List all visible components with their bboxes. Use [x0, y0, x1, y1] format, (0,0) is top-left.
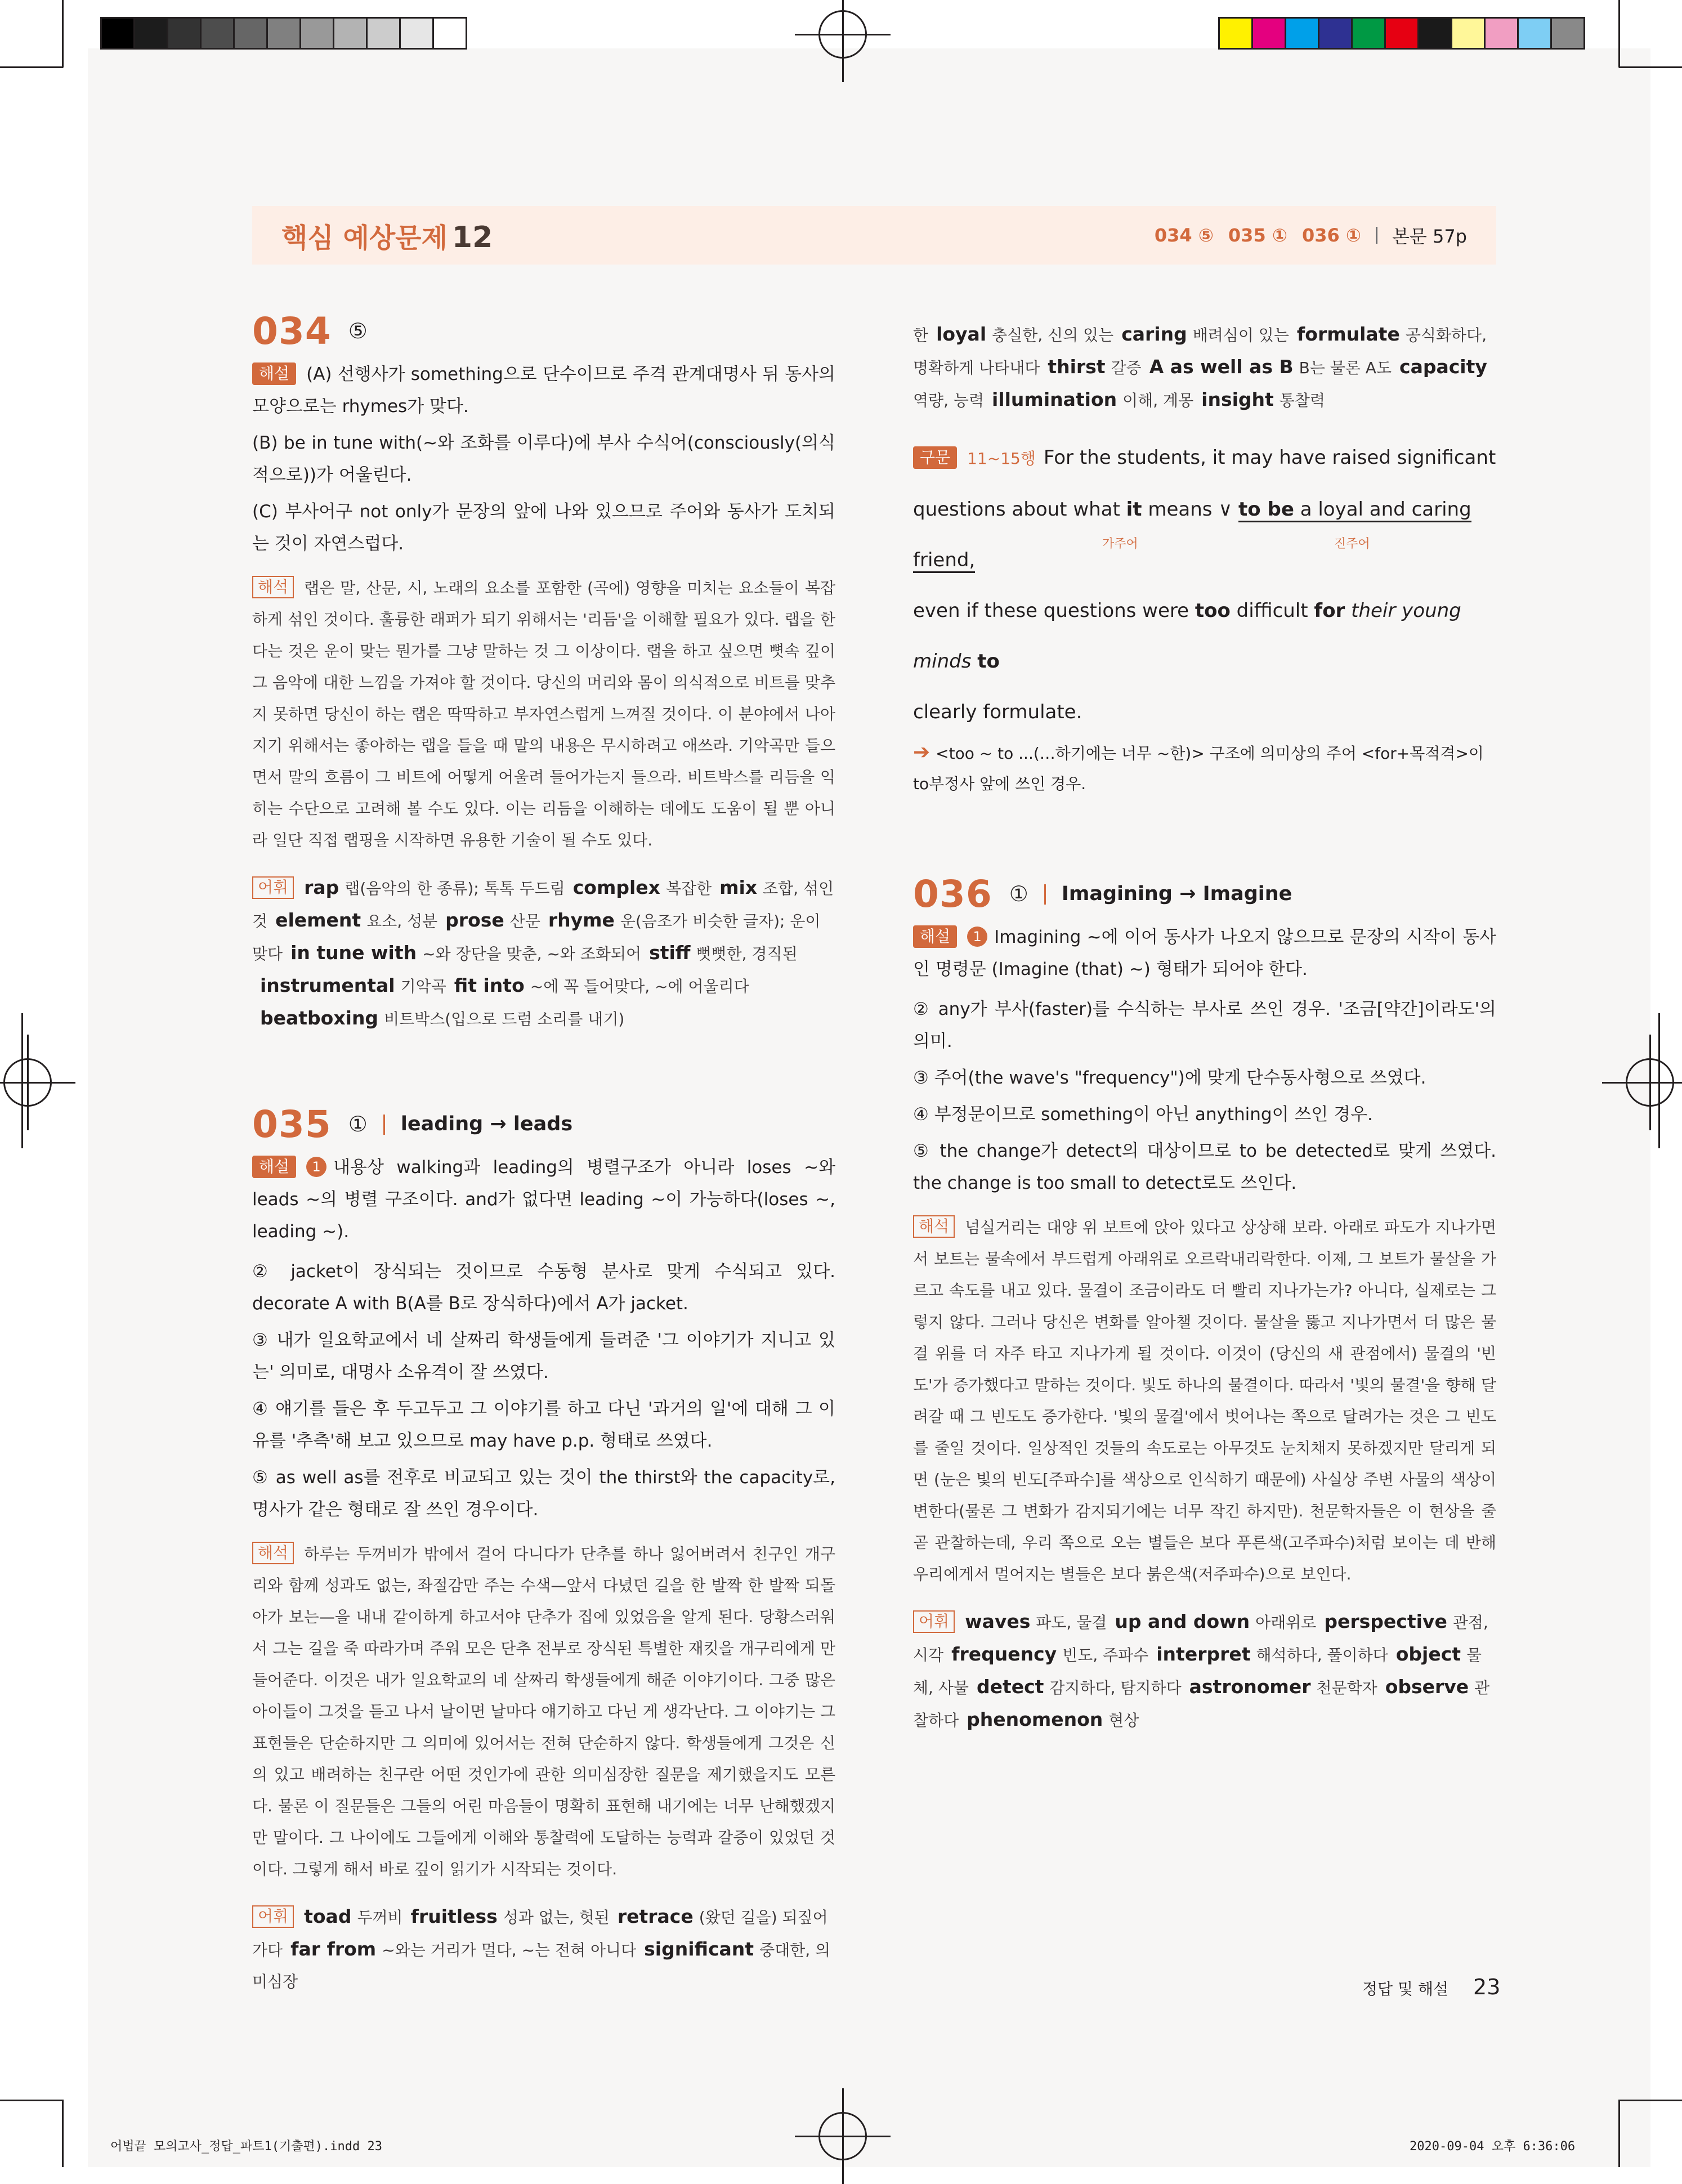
- color-swatch: [1386, 19, 1419, 48]
- vocab-word: loyal: [936, 323, 987, 345]
- timestamp-slug: 2020-09-04 오후 6:36:06: [1410, 2140, 1576, 2154]
- syntax-tag: 구문: [913, 446, 957, 469]
- fake-subject-label: 가주어: [1102, 537, 1138, 551]
- question-034: [252, 310, 835, 1035]
- translation-tag: 해석: [252, 1542, 294, 1564]
- correction: Imagining → Imagine: [1061, 883, 1292, 905]
- footer-label: 정답 및 해설: [1362, 1980, 1449, 1998]
- explanation: ② any가 부사(faster)를 수식하는 부사로 쓰인 경우. '조금[약간]이라도'의 의미.: [913, 999, 1496, 1051]
- vocab-word: caring: [1121, 323, 1187, 345]
- vocab-word: astronomer: [1189, 1676, 1311, 1698]
- vocab-word: frequency: [951, 1643, 1057, 1665]
- vocab-word: phenomenon: [967, 1708, 1103, 1730]
- color-swatch: [1552, 19, 1583, 48]
- vocabulary-list: [913, 323, 1493, 410]
- vocab-meaning: 공식화하다, 명확하게 나타내다: [913, 326, 1487, 377]
- section-banner: [252, 206, 1496, 265]
- vocab-word: prose: [445, 909, 504, 931]
- vocab-word: rap: [304, 876, 339, 898]
- vocab-meaning: ~에 꼭 들어맞다, ~에 어울리다: [530, 977, 749, 996]
- vocab-word: far from: [290, 1938, 377, 1960]
- explanation: ④ 얘기를 들은 후 두고두고 그 이야기를 하고 다닌 '과거의 일'에 대해 그 이유를 '추측'해 보고 있으므로 may have p.p. 형태로 쓰였다.: [252, 1399, 835, 1451]
- syntax-sentence: even if these questions were too difficult for their young minds to: [913, 599, 1461, 673]
- color-swatch: [334, 19, 368, 48]
- color-swatch: [434, 19, 466, 48]
- translation-tag: 해석: [913, 1215, 955, 1238]
- divider: [1376, 227, 1377, 244]
- vocab-meaning: 운(음조가 비슷한 글자); 운이 맞다: [252, 912, 821, 963]
- question-036: [913, 872, 1496, 1737]
- explanation: 해설 1 내용상 walking과 leading의 병렬구조가 아니라 loses ~와 leads ~의 병렬 구조이다. and가 없다면 leading ~이 가능하다(loses ~, leading ~).: [252, 1152, 835, 1248]
- vocab-meaning: 산문: [509, 912, 540, 930]
- explanation: (B) be in tune with(~와 조화를 이루다)에 부사 수식어(consciously(의식적으로))가 어울린다.: [252, 433, 835, 485]
- vocab-meaning: 비트박스(입으로 드럼 소리를 내기): [384, 1010, 625, 1028]
- color-swatch: [268, 19, 301, 48]
- vocab-word: fit into: [454, 974, 525, 996]
- vocabulary: [913, 1606, 1496, 1737]
- syntax-sentence: clearly formulate.: [913, 701, 1082, 723]
- color-swatch: [1519, 19, 1552, 48]
- question-number: 035: [252, 1103, 332, 1146]
- vocab-word: stiff: [649, 942, 691, 964]
- section-number: 12: [451, 220, 493, 254]
- explanation: ③ 주어(the wave's "frequency")에 맞게 단수동사형으로 쓰였다.: [913, 1068, 1426, 1088]
- explanation: ③ 내가 일요학교에서 네 살짜리 학생들에게 들려준 '그 이야기가 지니고 있는' 의미로, 대명사 소유격이 잘 쓰였다.: [252, 1330, 835, 1382]
- vocab-word: complex: [572, 876, 660, 898]
- color-swatch: [1319, 19, 1353, 48]
- color-swatch: [1486, 19, 1519, 48]
- correction: leading → leads: [400, 1113, 573, 1135]
- vocab-word: beatboxing: [260, 1007, 379, 1029]
- vocab-meaning: 배려심이 있는: [1192, 326, 1289, 344]
- color-swatch: [1286, 19, 1319, 48]
- question-heading: [252, 1103, 835, 1146]
- divider: [1044, 884, 1046, 905]
- vocab-meaning: 현상: [1108, 1711, 1139, 1730]
- question-number: 036: [913, 872, 992, 916]
- vocab-meaning: 관점, 시각: [913, 1613, 1488, 1664]
- vocab-word: significant: [644, 1938, 754, 1960]
- vocab-word: capacity: [1399, 356, 1487, 378]
- vocabulary-tag: 어휘: [252, 876, 294, 899]
- vocab-meaning: 조합, 섞인 것: [252, 879, 834, 930]
- syntax-note: [913, 432, 1496, 799]
- vocab-meaning: 이해, 계몽: [1122, 391, 1194, 410]
- answer-refs: [1155, 222, 1467, 248]
- answer-choice: ①: [348, 1112, 368, 1136]
- color-swatch: [102, 19, 135, 48]
- section-title: 핵심 예상문제 12: [281, 220, 493, 254]
- color-swatch: [1452, 19, 1486, 48]
- explanation: ② jacket이 장식되는 것이므로 수동형 분사로 맞게 수식되고 있다. decorate A with B(A를 B로 장식하다)에서 A가 jacket.: [252, 1261, 835, 1314]
- color-swatches: [1218, 17, 1585, 50]
- vocab-word: mix: [719, 876, 758, 898]
- translation: 해석 랩은 말, 산문, 시, 노래의 요소를 포함한 (곡에) 영향을 미치는 요소들이 복잡하게 섞인 것이다. 훌륭한 래퍼가 되기 위해서는 '리듬'을 이해할 필요가 있다. 랩을 한다는 것은 운이 맞는 뭔가를 그냥 말하는 것 그 이상이다. 랩을 하고 싶으면 뼛속 깊이 그 음악에 대한 느낌을 가져야 할 것이다. 당신의 머리와 몸이 의식적으로 비트를 맞추지 못하면 당신이 하는 랩은 딱딱하고 부자연스럽게 느껴질 것이다. 이 분야에서 나아지기 위해서는 좋아하는 랩을 들을 때 말의 내용은 무시하려고 애쓰라. 기악곡만 들으면서 말의 흐름이 그 비트에 어떻게 어울려 들어가는지 들으라. 비트박스를 리듬을 익히는 수단으로 고려해 볼 수도 있다. 이는 리듬을 이해하는 데에도 도움이 될 뿐 아니라 일단 직접 랩핑을 시작하면 유용한 기술이 될 수도 있다.: [252, 572, 835, 856]
- vocab-meaning: 기악곡: [400, 977, 446, 996]
- vocab-word: detect: [976, 1676, 1044, 1698]
- vocab-meaning: 복잡한: [665, 879, 712, 898]
- vocab-word: up and down: [1115, 1610, 1250, 1632]
- number-badge: 1: [306, 1157, 326, 1177]
- explanation-tag: 해설: [252, 362, 296, 385]
- vocabulary-list: [913, 1610, 1490, 1730]
- color-swatch: [202, 19, 235, 48]
- fake-subject: it: [1126, 498, 1142, 521]
- answer-ref: 034 ⑤: [1154, 225, 1214, 246]
- vocab-word: toad: [304, 1905, 352, 1927]
- grammar-note: ➔ <too ~ to ...(…하기에는 너무 ~한)> 구조에 의미상의 주어 <for+목적격>이 to부정사 앞에 쓰인 경우.: [913, 741, 1484, 793]
- grayscale-swatches: [100, 17, 467, 50]
- color-swatch: [1353, 19, 1386, 48]
- answer-choice: ①: [1009, 881, 1028, 906]
- vocab-meaning: 관찰하다: [913, 1679, 1490, 1730]
- vocab-word: thirst: [1048, 356, 1106, 378]
- syntax-sentence: questions about what it means ∨ to be a loyal and caring friend, 가주어 진주어: [913, 484, 1496, 585]
- color-swatch: [135, 19, 168, 48]
- vocabulary-list: [252, 1905, 831, 1991]
- vocab-word: insight: [1201, 388, 1274, 410]
- explanation: ⑤ as well as를 전후로 비교되고 있는 것이 the thirst와 the capacity로, 명사가 같은 형태로 잘 쓰인 경우이다.: [252, 1467, 835, 1520]
- vocab-meaning: 중대한, 의미심장: [252, 1941, 831, 1991]
- vocab-word: rhyme: [548, 909, 615, 931]
- registration-mark: [3, 1058, 52, 1107]
- question-number: 034: [252, 310, 332, 353]
- file-slug: 어법끝 모의고사_정답_파트1(기출편).indd 23: [110, 2140, 382, 2154]
- vocab-meaning: 물체, 사물: [913, 1646, 1482, 1697]
- registration-mark: [818, 2112, 867, 2160]
- vocab-word: in tune with: [290, 942, 417, 964]
- vocab-meaning: 빈도, 주파수: [1062, 1646, 1149, 1664]
- question-heading: [252, 310, 835, 353]
- vocab-meaning: ~와는 거리가 멀다, ~는 전혀 아니다: [382, 1941, 637, 1959]
- translation: 해석 하루는 두꺼비가 밖에서 걸어 다니다가 단추를 하나 잃어버려서 친구인 개구리와 함께 성과도 없는, 좌절감만 주는 수색—앞서 다녔던 길을 한 발짝 한 발짝 되돌아가 보는—을 내내 같이하게 하고서야 단추가 집에 있었음을 알게 된다. 당황스러워서 그는 길을 죽 따라가며 주워 모은 단추 전부로 장식된 특별한 재킷을 개구리에게 만들어준다. 이것은 내가 일요학교의 네 살짜리 학생들에게 해준 이야기이다. 그중 많은 아이들이 그것을 듣고 나서 날이면 날마다 얘기하고 다닌 게 생각난다. 그 이야기는 그 표현들은 단순하지만 그 의미에 있어서는 전혀 단순하지 않다. 학생들에게 그것은 신의 있고 배려하는 친구란 어떤 것인가에 관한 의미심장한 질문을 제기했을지도 모른다. 물론 이 질문들은 그들의 어린 마음들이 명확히 표현해 내기에는 너무 난해했겠지만 말이다. 그 나이에도 그들에게 이해와 통찰력에 도달하는 능력과 갈증이 있었던 것이다. 그렇게 해서 바로 깊이 읽기가 시작되는 것이다.: [252, 1538, 835, 1885]
- vocab-meaning: 성과 없는, 헛된: [503, 1908, 610, 1927]
- real-subject: to be a loyal and caring friend,: [913, 498, 1471, 573]
- left-column: [252, 310, 835, 2013]
- explanation: 해설 1 Imagining ~에 이어 동사가 나오지 않으므로 문장의 시작이 동사인 명령문 (Imagine (that) ~) 형태가 되어야 한다.: [913, 921, 1496, 986]
- registration-mark: [1626, 1058, 1674, 1107]
- vocab-word: retrace: [617, 1905, 694, 1927]
- vocab-word: fruitless: [410, 1905, 498, 1927]
- question-035: [252, 1103, 835, 1998]
- explanation-tag: 해설: [252, 1156, 296, 1178]
- vocab-meaning: 파도, 물결: [1036, 1613, 1107, 1632]
- vocab-word: waves: [965, 1610, 1031, 1632]
- translation-tag: 해석: [252, 576, 294, 598]
- vocab-meaning: 랩(음악의 한 종류); 톡톡 두드림: [345, 879, 565, 898]
- vocab-word: object: [1395, 1643, 1461, 1665]
- vocab-word: interpret: [1156, 1643, 1251, 1665]
- color-swatch: [1220, 19, 1253, 48]
- color-swatch: [368, 19, 401, 48]
- source-page: 본문 57p: [1392, 226, 1467, 247]
- vocabulary-continued: 한 loyal 충실한, 신의 있는 caring 배려심이 있는 formulate 공식화하다, 명확하게 나타내다 thirst 갈증 A as well as B B는 물론 A도 capacity역량, 능력 illumination 이해, 계몽 insight 통찰력: [913, 319, 1496, 417]
- vocabulary: [252, 1901, 835, 1998]
- explanation: ⑤ the change가 detect의 대상이므로 to be detected로 맞게 쓰였다. the change is too small to detect로도 쓰인다.: [913, 1141, 1496, 1193]
- vocabulary-tag: 어휘: [913, 1610, 955, 1633]
- color-swatch: [301, 19, 334, 48]
- vocab-word: instrumental: [260, 974, 395, 996]
- translation: 해석 넘실거리는 대양 위 보트에 앉아 있다고 상상해 보라. 아래로 파도가 지나가면서 보트는 물속에서 부드럽게 아래위로 오르락내리락한다. 이제, 그 보트가 물살을 가르고 속도를 내고 있다. 물결이 조금이라도 더 빨리 지나가는가? 아니다, 실제로는 그렇지 않다. 그러나 당신은 변화를 알아챌 것이다. 물살을 뚫고 지나가면서 더 많은 물결 위를 더 자주 타고 지나가게 될 것이다. 이것이 (당신의 새 관점에서) 물결의 '빈도'가 증가했다고 말하는 것이다. 빛도 하나의 물결이다. 따라서 '빛의 물결'을 향해 달려갈 때 그 빈도도 증가한다. '빛의 물결'에서 벗어나는 쪽으로 달려가는 것은 그 빈도를 줄일 것이다. 일상적인 것들의 속도로는 아무것도 눈치채지 못하겠지만 달리게 되면 (눈은 빛의 빈도[주파수]를 색상으로 인식하기 때문에) 사실상 주변 사물의 색상이 변한다(물론 그 변화가 감지되기에는 너무 작긴 하지만). 천문학자들은 이 현상을 줄곧 관찰하는데, 우리 쪽으로 오는 별들은 보다 푸른색(고주파수)처럼 보이는 데 반해 우리에게서 멀어지는 별들은 보다 붉은색(저주파수)으로 보인다.: [913, 1212, 1496, 1590]
- answer-choice: ⑤: [348, 319, 368, 343]
- vocab-word: observe: [1385, 1676, 1469, 1698]
- number-badge: 1: [967, 927, 987, 947]
- color-swatch: [401, 19, 434, 48]
- vocabulary: [252, 872, 835, 1035]
- vocab-meaning: 갈증: [1111, 359, 1142, 377]
- color-swatch: [1253, 19, 1286, 48]
- vocab-word: perspective: [1324, 1610, 1447, 1632]
- color-swatch: [1419, 19, 1452, 48]
- vocab-meaning: 두꺼비: [357, 1908, 403, 1927]
- explanation: (C) 부사어구 not only가 문장의 앞에 나와 있으므로 주어와 동사가 도치되는 것이 자연스럽다.: [252, 502, 835, 554]
- vocab-meaning: ~와 장단을 맞춘, ~와 조화되어: [422, 945, 642, 963]
- vocab-meaning: 충실한, 신의 있는: [992, 326, 1114, 344]
- vocab-word: formulate: [1296, 323, 1400, 345]
- divider: [383, 1115, 385, 1135]
- vocabulary-list: [252, 876, 834, 1029]
- vocab-meaning: 아래위로: [1255, 1613, 1317, 1632]
- color-swatch: [235, 19, 268, 48]
- vocab-meaning: 감지하다, 탐지하다: [1049, 1679, 1182, 1697]
- page-number: 23: [1473, 1975, 1501, 1999]
- page-footer: [1362, 1975, 1500, 1999]
- explanation-tag: 해설: [913, 925, 957, 948]
- vocab-meaning: 천문학자: [1316, 1679, 1377, 1697]
- vocab-meaning: 뻣뻣한, 경직된: [696, 945, 798, 963]
- vocab-meaning: 통찰력: [1279, 391, 1325, 410]
- answer-ref: 036 ①: [1301, 225, 1361, 246]
- registration-mark: [818, 10, 867, 59]
- vocab-meaning: (왔던 길을) 되짚어가다: [252, 1908, 828, 1959]
- vocab-meaning: B는 물론 A도: [1299, 359, 1392, 377]
- explanation: ④ 부정문이므로 something이 아닌 anything이 쓰인 경우.: [913, 1104, 1373, 1125]
- vocab-word: element: [275, 909, 361, 931]
- right-column: [913, 319, 1496, 1752]
- color-swatch: [168, 19, 202, 48]
- vocab-meaning: 요소, 성분: [366, 912, 438, 930]
- line-range: 11~15행: [967, 449, 1036, 468]
- vocabulary-tag: 어휘: [252, 1905, 294, 1928]
- real-subject-label: 진주어: [1334, 537, 1370, 551]
- vocab-meaning: 역량, 능력: [913, 391, 984, 410]
- question-heading: [913, 872, 1496, 916]
- vocab-word: A as well as B: [1149, 356, 1294, 378]
- vocab-word: illumination: [992, 388, 1117, 410]
- answer-ref: 035 ①: [1228, 225, 1287, 246]
- syntax-sentence: 구문 11~15행 For the students, it may have raised significant: [913, 432, 1496, 484]
- explanation: 해설 (A) 선행사가 something으로 단수이므로 주격 관계대명사 뒤 동사의 모양으로는 rhymes가 맞다.: [252, 359, 835, 423]
- vocab-meaning: 해석하다, 풀이하다: [1256, 1646, 1388, 1664]
- arrow-icon: ➔: [913, 741, 931, 764]
